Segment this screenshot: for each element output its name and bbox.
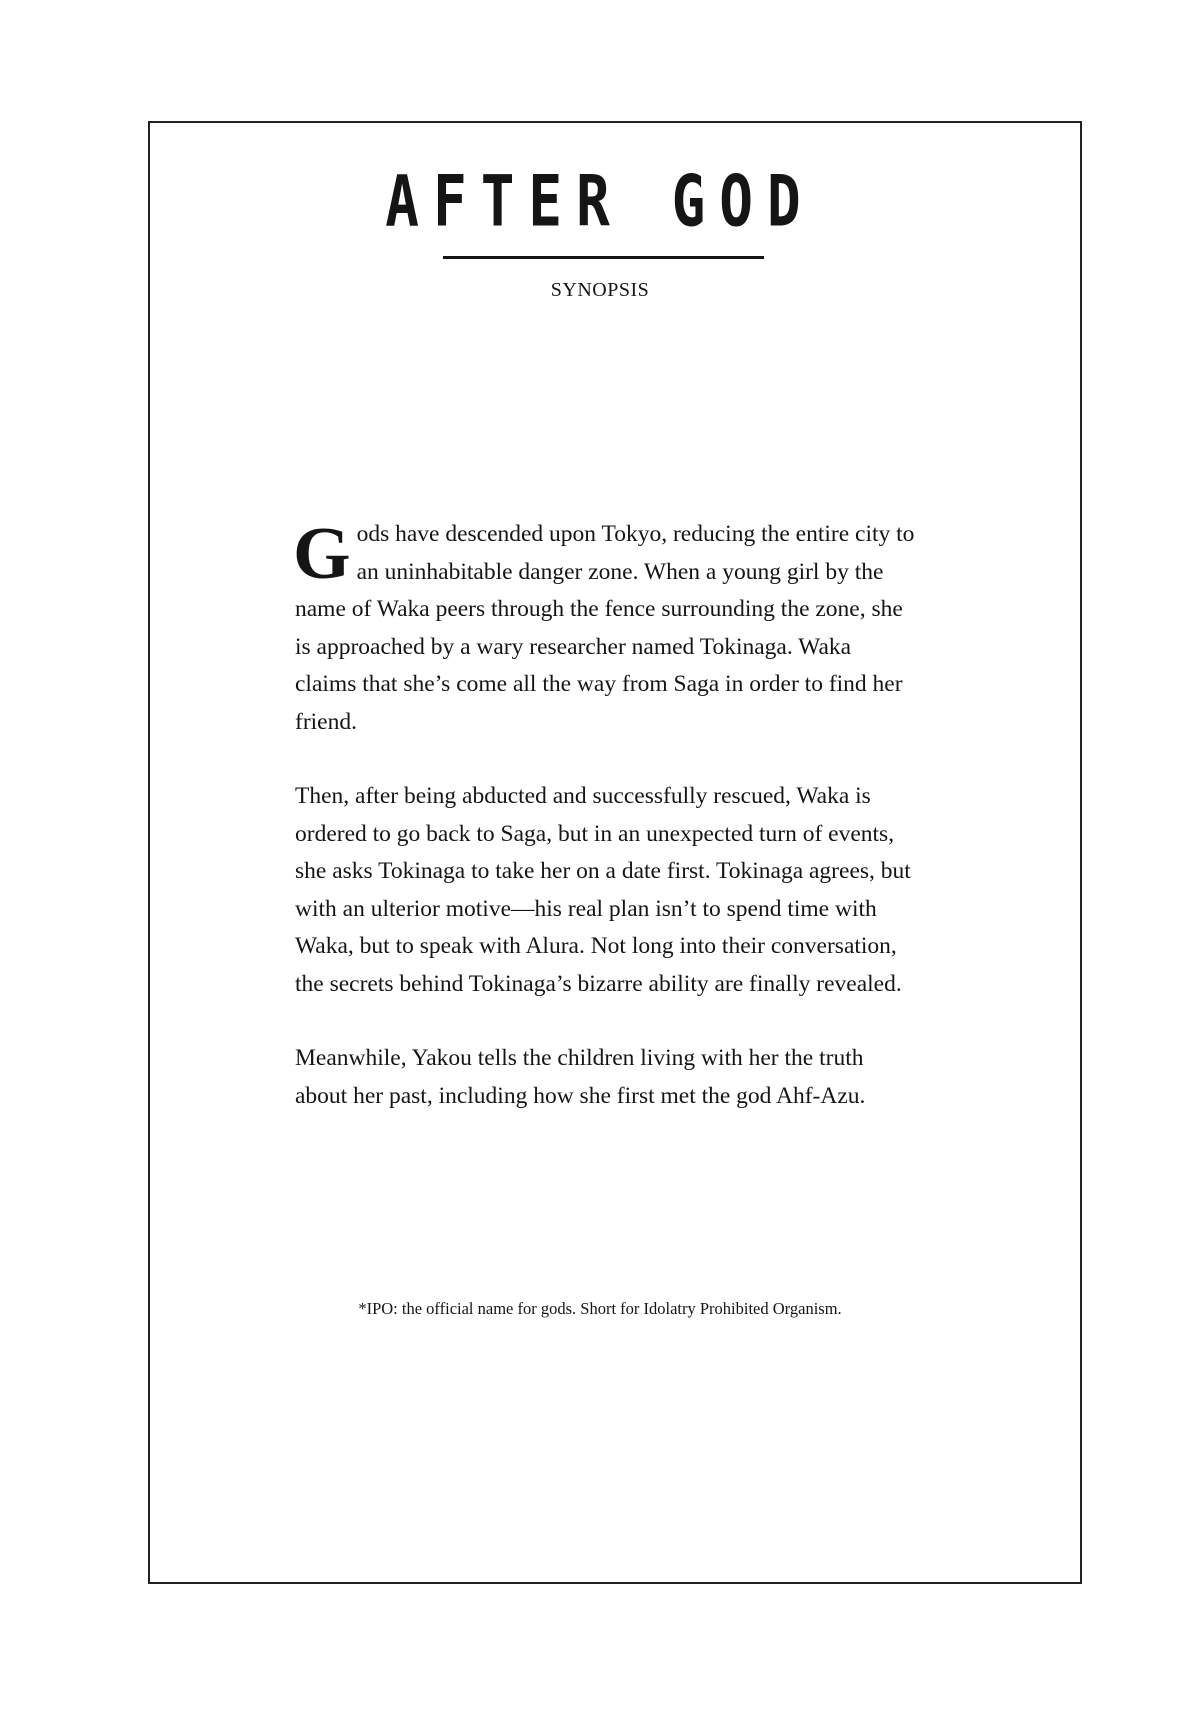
book-title: AFTER GOD bbox=[385, 161, 815, 243]
synopsis-paragraph-3: Meanwhile, Yakou tells the children living with her the truth about her past, including how she first met the god Ahf-Azu. bbox=[295, 1045, 866, 1109]
synopsis-paragraph-1 bbox=[293, 513, 915, 741]
section-heading: SYNOPSIS bbox=[550, 279, 650, 301]
footnote: *IPO: the official name for gods. Short for Idolatry Prohibited Organism. bbox=[358, 1299, 842, 1318]
title-underline bbox=[443, 256, 764, 259]
synopsis-paragraph-2: Then, after being abducted and successfully rescued, Waka is ordered to go back to Saga, but in an unexpected turn of events, she asks Tokinaga to take her on a date first. Tokinaga agrees, but with an ulterior motive—his real plan isn’t to spend time with Waka, but to speak with Alura. Not long into their conversation, the secrets behind Tokinaga’s bizarre ability are finally revealed. bbox=[295, 783, 911, 997]
synopsis-body bbox=[293, 513, 915, 1152]
drop-cap: G bbox=[293, 513, 351, 595]
paragraph-text: ods have descended upon Tokyo, reducing the entire city to an uninhabitable danger zone. When a young girl by the name of Waka peers through the fence surrounding the zone, she is approached by a wary researcher named Tokinaga. Waka claims that she’s come all the way from Saga in order to find her friend. bbox=[295, 521, 915, 735]
